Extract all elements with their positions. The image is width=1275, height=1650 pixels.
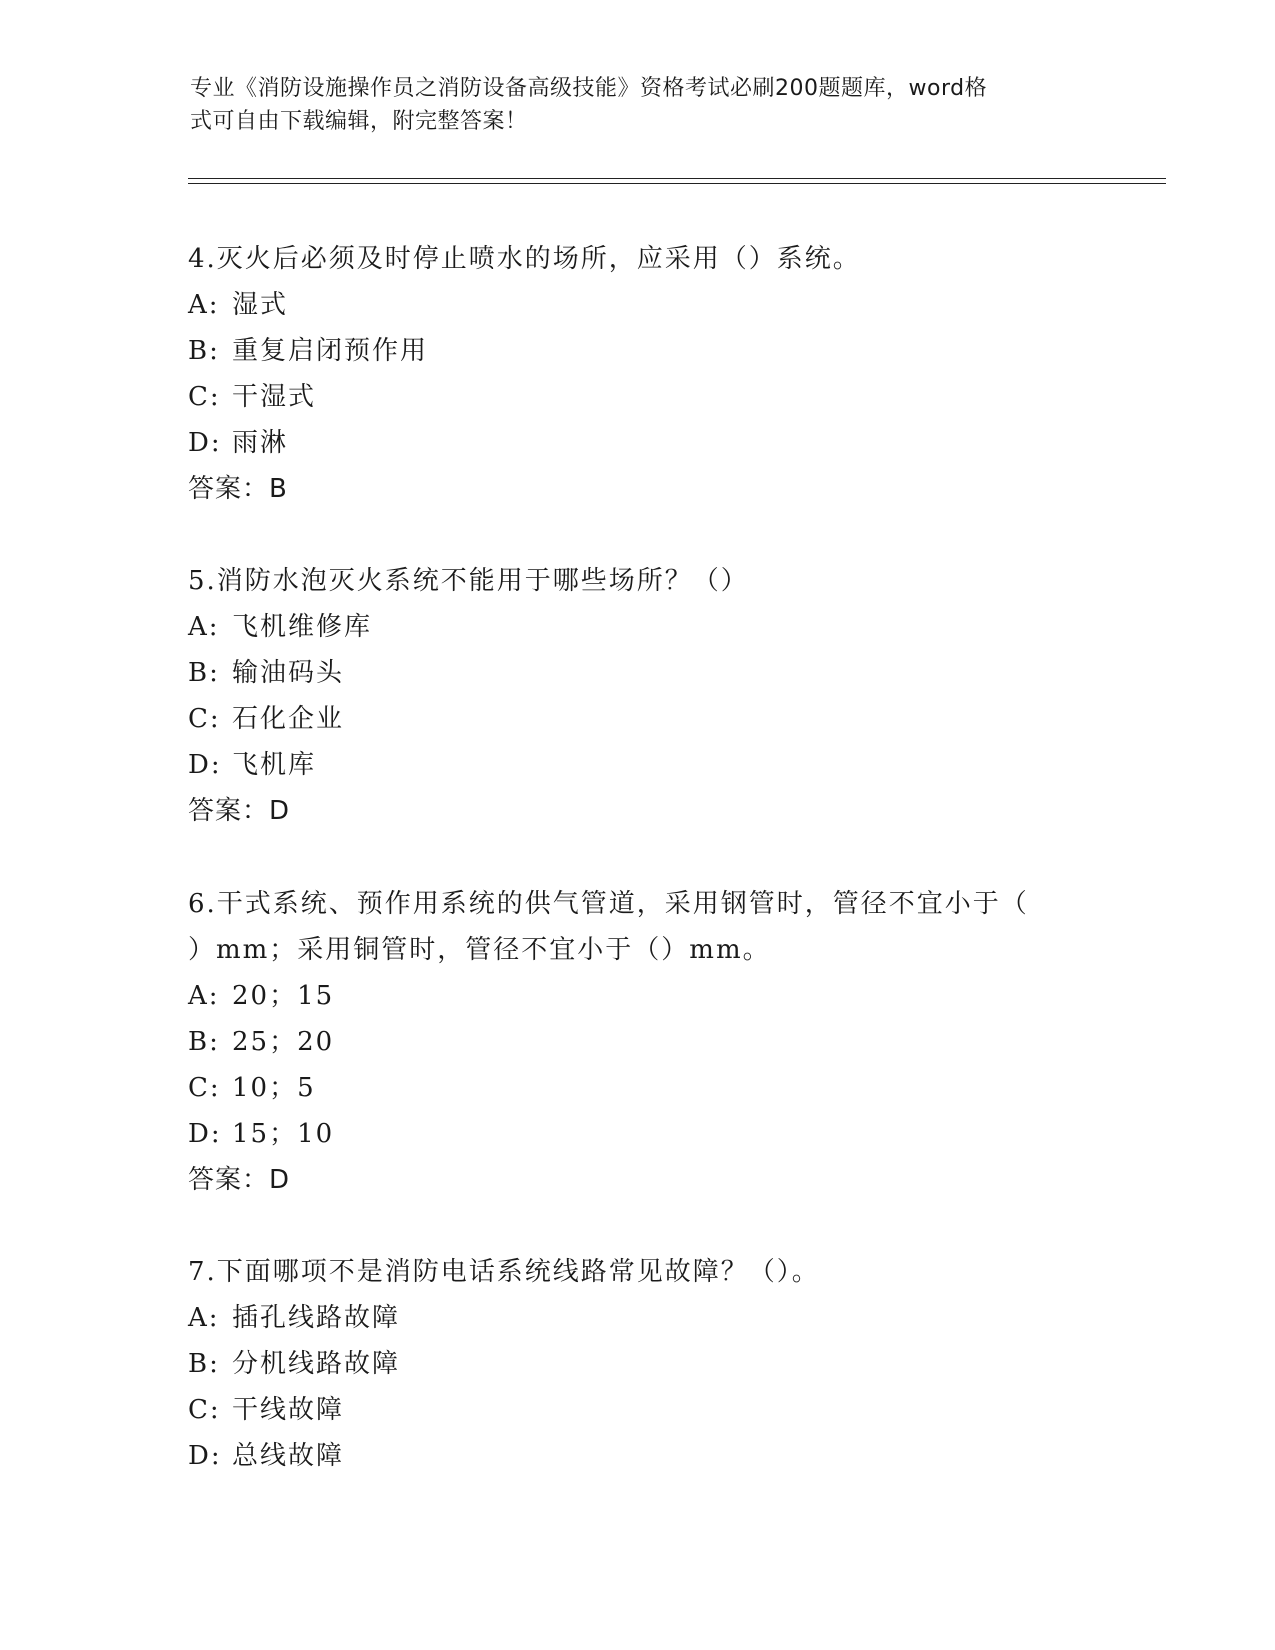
- question-5: [188, 558, 1088, 834]
- option-text: 10；5: [232, 1073, 316, 1103]
- option-d: [188, 420, 1088, 466]
- option-key: D:: [188, 1119, 222, 1149]
- header-line-2: 式可自由下载编辑，附完整答案！: [190, 109, 528, 134]
- option-a: [188, 282, 1088, 328]
- option-key: C:: [188, 704, 221, 734]
- option-text: 湿式: [232, 290, 289, 320]
- question-stem: 4.灭火后必须及时停止喷水的场所，应采用（）系统。: [188, 244, 861, 274]
- option-key: C:: [188, 382, 221, 412]
- option-key: D:: [188, 1441, 222, 1471]
- option-text: 石化企业: [232, 704, 345, 734]
- option-key: C:: [188, 1395, 221, 1425]
- option-text: 飞机维修库: [232, 612, 373, 642]
- option-key: D:: [188, 428, 222, 458]
- option-key: A:: [188, 612, 220, 642]
- option-text: 总线故障: [232, 1441, 345, 1471]
- option-c: [188, 1387, 1088, 1433]
- option-b: [188, 650, 1088, 696]
- option-text: 飞机库: [232, 750, 317, 780]
- option-c: [188, 696, 1088, 742]
- question-stem: 5.消防水泡灭火系统不能用于哪些场所？（）: [188, 566, 749, 596]
- option-text: 输油码头: [232, 658, 345, 688]
- option-b: [188, 328, 1088, 374]
- header-divider-top: [188, 178, 1166, 179]
- option-a: [188, 604, 1088, 650]
- question-stem-continued: ）mm；采用铜管时，管径不宜小于（）mm。: [188, 935, 771, 965]
- option-b: [188, 1341, 1088, 1387]
- option-key: B:: [188, 336, 220, 366]
- option-d: [188, 742, 1088, 788]
- option-key: B:: [188, 1349, 220, 1379]
- option-text: 雨淋: [232, 428, 289, 458]
- option-text: 重复启闭预作用: [232, 336, 429, 366]
- option-key: B:: [188, 658, 220, 688]
- question-4: [188, 236, 1088, 512]
- option-a: [188, 1295, 1088, 1341]
- option-key: A:: [188, 1303, 220, 1333]
- option-text: 15；10: [232, 1119, 335, 1149]
- answer: 答案：D: [188, 1165, 291, 1195]
- answer: 答案：D: [188, 796, 291, 826]
- question-6: [188, 881, 1088, 1203]
- option-key: B:: [188, 1027, 220, 1057]
- option-key: C:: [188, 1073, 221, 1103]
- option-d: [188, 1111, 1088, 1157]
- option-d: [188, 1433, 1088, 1479]
- option-key: A:: [188, 290, 220, 320]
- question-stem: 6.干式系统、预作用系统的供气管道，采用钢管时，管径不宜小于（: [188, 889, 1029, 919]
- option-text: 插孔线路故障: [232, 1303, 401, 1333]
- option-text: 分机线路故障: [232, 1349, 401, 1379]
- option-c: [188, 374, 1088, 420]
- option-a: [188, 973, 1088, 1019]
- question-7: [188, 1249, 1088, 1479]
- option-b: [188, 1019, 1088, 1065]
- option-c: [188, 1065, 1088, 1111]
- option-text: 干线故障: [232, 1395, 345, 1425]
- option-key: A:: [188, 981, 220, 1011]
- option-text: 25；20: [232, 1027, 335, 1057]
- option-key: D:: [188, 750, 222, 780]
- header-line-1: 专业《消防设施操作员之消防设备高级技能》资格考试必刷200题题库，word格: [190, 76, 988, 101]
- option-text: 干湿式: [232, 382, 317, 412]
- header-divider-bottom: [188, 183, 1166, 184]
- document-header: [190, 72, 1070, 138]
- answer: 答案：B: [188, 474, 288, 504]
- option-text: 20；15: [232, 981, 335, 1011]
- question-stem: 7.下面哪项不是消防电话系统线路常见故障？（）。: [188, 1257, 820, 1287]
